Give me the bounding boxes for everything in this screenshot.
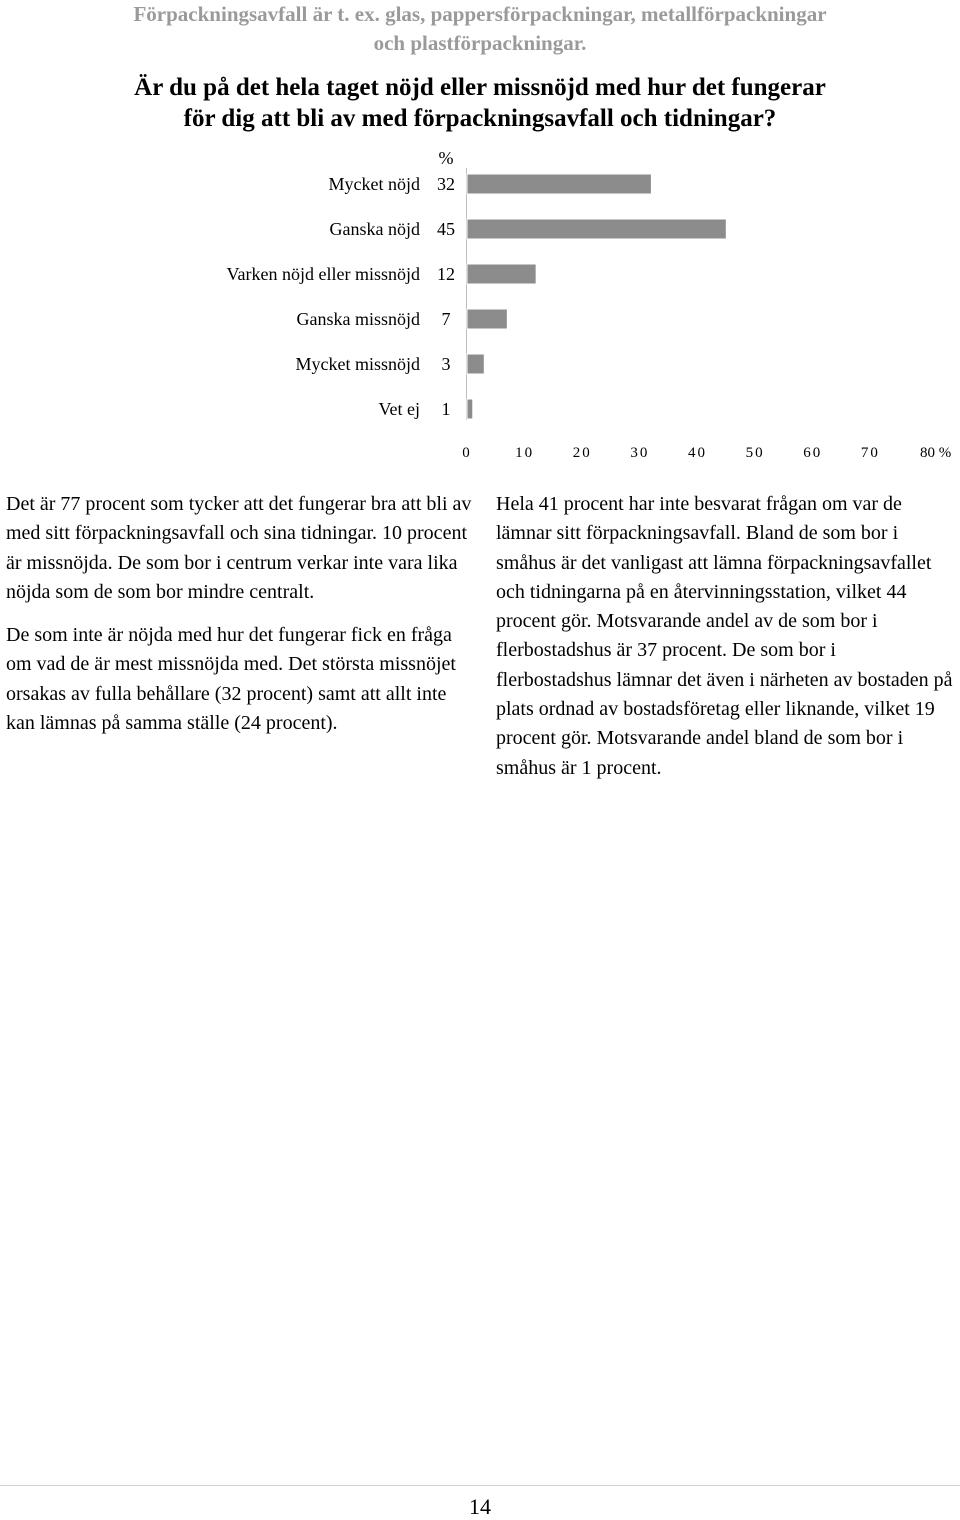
x-tick-label: 50: [745, 445, 765, 461]
bar-ganska-n-jd: [467, 219, 726, 239]
intro-line-1: Förpackningsavfall är t. ex. glas, pappersförpackningar, metallförpackningar: [133, 2, 827, 26]
right-column: [496, 490, 956, 797]
bar-varken-n-jd-eller-missn-jd: [467, 264, 536, 284]
bar-mycket-missn-jd: [467, 354, 484, 374]
satisfaction-bar-chart: [0, 0, 960, 470]
category-label-mycket-missn-jd: Mycket missnöjd: [295, 354, 420, 374]
category-label-ganska-missn-jd: Ganska missnöjd: [296, 309, 420, 329]
footer-divider: [0, 1485, 960, 1486]
bar-ganska-missn-jd: [467, 309, 507, 329]
value-label-vet-ej: 1: [441, 399, 451, 419]
left-paragraph-2: De som inte är nöjda med hur det fungerar fick en fråga om vad de är mest missnöjda med. Det största missnöjet orsakas av fulla behållare (32 procent) samt att allt inte kan lämnas på samma ställe (24 procent).: [6, 624, 456, 735]
value-label-ganska-missn-jd: 7: [441, 309, 451, 329]
x-tick-label: 10: [515, 445, 535, 461]
value-label-ganska-n-jd: 45: [437, 219, 455, 239]
x-tick-label: 40: [688, 445, 707, 461]
left-paragraph-1: Det är 77 procent som tycker att det fungerar bra att bli av med sitt förpackningsavfall och sina tidningar. 10 procent är missnöjda. De som bor i centrum verkar inte vara lika nöjda som de som bor mindre centralt.: [6, 493, 472, 603]
value-column-header: %: [438, 148, 454, 168]
x-tick-label: 80 %: [920, 445, 952, 461]
bar-mycket-n-jd: [467, 174, 651, 194]
question-line-2: för dig att bli av med förpackningsavfall och tidningar?: [183, 105, 777, 132]
x-tick-label: 70: [860, 445, 880, 461]
x-tick-label: 20: [572, 445, 592, 461]
page-number: 14: [469, 1494, 491, 1519]
category-label-mycket-n-jd: Mycket nöjd: [328, 174, 420, 194]
category-label-vet-ej: Vet ej: [378, 399, 420, 419]
intro-line-2: och plastförpackningar.: [373, 31, 587, 55]
value-label-mycket-n-jd: 32: [437, 174, 455, 194]
value-label-varken-n-jd-eller-missn-jd: 12: [437, 264, 455, 284]
question-line-1: Är du på det hela taget nöjd eller missnöjd med hur det fungerar: [134, 74, 826, 101]
left-column: [6, 490, 476, 752]
value-label-mycket-missn-jd: 3: [441, 354, 451, 374]
right-paragraph-1: Hela 41 procent har inte besvarat frågan om var de lämnar sitt förpackningsavfall. Bland de som bor i småhus är det vanligast att lämna förpackningsavfallet och tidningarna på en återvinningsstation, vilket 44 procent gör. Motsvarande andel av de som bor i flerbostadshus är 37 procent. De som bor i flerbostadshus lämnar det även i närheten av bostaden på plats ordnad av bostadsföretag eller liknande, vilket 19 procent gör. Motsvarande andel bland de som bor i småhus är 1 procent.: [496, 493, 953, 779]
x-tick-label: 30: [630, 445, 650, 461]
x-tick-label: 0: [462, 445, 472, 461]
category-label-varken-n-jd-eller-missn-jd: Varken nöjd eller missnöjd: [226, 264, 420, 284]
x-tick-label: 60: [803, 445, 823, 461]
bar-vet-ej: [467, 399, 473, 419]
category-label-ganska-n-jd: Ganska nöjd: [329, 219, 420, 239]
